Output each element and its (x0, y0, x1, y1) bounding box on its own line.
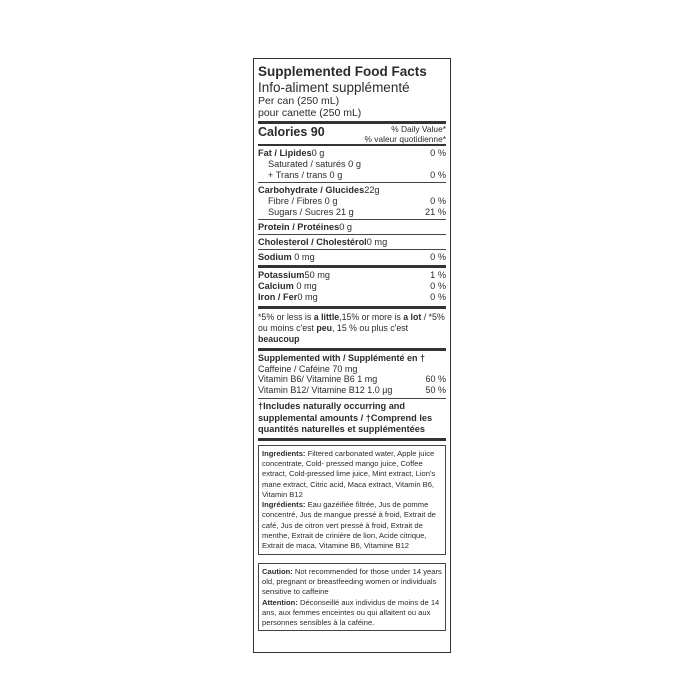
fat-row (258, 148, 446, 159)
sodium-label: Sodium (258, 251, 292, 262)
saturated-label: Saturated / saturés 0 g (268, 158, 361, 169)
footnote-text: ,15% or more is (339, 312, 404, 322)
footnote-bold: a little (313, 312, 340, 322)
caution-en-text: Not recommended for those under 14 years old, pregnant or breastfeeding women or individuals sensitive to caffeine (262, 566, 442, 597)
ingredients-en-text: Filtered carbonated water, Apple juice concentrate, Cold- pressed mango juice, Coffee extract, Cold-pressed lime juice, Mint extract, Lion's mane extract, Citric acid, Maca extract, Vitamin B6, Vitamin B12 (262, 448, 436, 499)
footnote-text: *5% or less is (258, 312, 314, 322)
ingredients-fr-label: Ingrédients: (262, 500, 306, 510)
protein-row (258, 222, 446, 233)
trans-row (258, 170, 446, 181)
caution-box (258, 563, 446, 632)
ingredients-fr-text: Eau gazéifiée filtrée, Jus de pomme concentré, Jus de mangue pressé à froid, Extrait de café, Jus de citron vert pressé à froid, Extrait de menthe, Extrait de crinière de lion, Acide citrique, Extrait de maca, Vitamine B6, Vitamine B12 (262, 500, 436, 551)
calcium-amount: 0 mg (296, 280, 317, 291)
calcium-dv: 0 % (430, 280, 446, 291)
iron-amount: 0 mg (297, 291, 318, 302)
caution-en-label: Caution: (262, 566, 293, 576)
footnote-bold: peu (316, 323, 333, 333)
trans-dv: 0 % (430, 169, 446, 180)
fat-amount: 0 g (311, 147, 325, 158)
cholesterol-row (258, 237, 446, 248)
protein-amount: 0 g (339, 221, 352, 232)
title-en: Supplemented Food Facts (258, 64, 427, 79)
footnote-bold: a lot (403, 312, 422, 322)
fat-dv: 0 % (430, 147, 446, 158)
daily-value-en: % Daily Value* (391, 124, 446, 134)
supplemented-note: †Includes naturally occurring and supplemental amounts / †Comprend les quantités naturelles et supplémentées (258, 401, 433, 435)
caffeine-row: Caffeine / Caféine 70 mg (258, 363, 358, 374)
supplemented-heading: Supplemented with / Supplémenté en † (258, 353, 426, 363)
vitamin-b12-row (258, 385, 446, 396)
fibre-label: Fibre / Fibres 0 g (268, 195, 338, 206)
serving-size-en: Per can (250 mL) (258, 95, 340, 107)
daily-value-header (365, 125, 446, 144)
ingredients-box (258, 445, 446, 555)
iron-dv: 0 % (430, 291, 446, 302)
daily-value-fr: % valeur quotidienne* (364, 133, 446, 144)
calories-row (258, 124, 446, 144)
fibre-dv: 0 % (430, 195, 446, 206)
caution-fr-text: Déconseillé aux individus de moins de 14 ans, aux femmes enceintes ou qui allaitent ou aux personnes sensibles à la caféine. (262, 597, 440, 628)
protein-section (258, 220, 446, 234)
footnote-text: / *5% ou moins c'est (258, 312, 445, 333)
potassium-dv: 1 % (430, 269, 446, 280)
sugars-dv: 21 % (425, 206, 446, 217)
sugars-row (258, 207, 446, 218)
calcium-row (258, 281, 446, 292)
carbohydrate-row (258, 185, 446, 196)
vitamin-b6-label: Vitamin B6/ Vitamine B6 1 mg (258, 374, 378, 385)
sodium-row (258, 252, 446, 263)
calories-label: Calories 90 (258, 125, 325, 139)
iron-label: Iron / Fer (258, 291, 298, 302)
sodium-amount: 0 mg (294, 251, 315, 262)
footnote-text: , 15 % ou plus c'est (332, 323, 409, 333)
fat-label: Fat / Lipides (258, 147, 312, 158)
vitamin-b6-dv: 60 % (425, 374, 446, 385)
sugars-label: Sugars / Sucres 21 g (268, 206, 354, 217)
sodium-dv: 0 % (430, 251, 446, 262)
vitamin-b6-row (258, 374, 446, 385)
sodium-section (258, 250, 446, 264)
ingredients-en-label: Ingredients: (262, 448, 306, 458)
carbohydrate-label: Carbohydrate / Glucides (258, 184, 365, 195)
iron-row (258, 292, 446, 303)
title-fr: Info-aliment supplémenté (258, 80, 410, 95)
potassium-row (258, 270, 446, 281)
supplemented-section (258, 351, 446, 436)
cholesterol-label: Cholesterol / Cholestérol (258, 236, 367, 247)
fat-section (258, 146, 446, 182)
caution-fr-label: Attention: (262, 597, 298, 607)
vitamin-b12-dv: 50 % (425, 385, 446, 396)
trans-label: + Trans / trans 0 g (268, 169, 343, 180)
protein-label: Protein / Protéines (258, 221, 340, 232)
cholesterol-amount: 0 mg (366, 236, 388, 247)
potassium-amount: 50 mg (304, 269, 331, 280)
nutrition-facts-label (253, 58, 451, 653)
fibre-row (258, 196, 446, 207)
cholesterol-section (258, 235, 446, 249)
serving-size-fr: pour canette (250 mL) (258, 107, 362, 119)
footnote-bold: beaucoup (258, 334, 300, 344)
daily-value-footnote (258, 309, 446, 348)
vitamin-b12-label: Vitamin B12/ Vitamine B12 1.0 µg (258, 385, 393, 396)
potassium-label: Potassium (258, 269, 305, 280)
carbohydrate-section (258, 183, 446, 219)
divider (258, 438, 446, 441)
calcium-label: Calcium (258, 280, 294, 291)
minerals-section (258, 268, 446, 304)
carbohydrate-amount: 22g (364, 184, 380, 195)
saturated-row (258, 159, 446, 170)
